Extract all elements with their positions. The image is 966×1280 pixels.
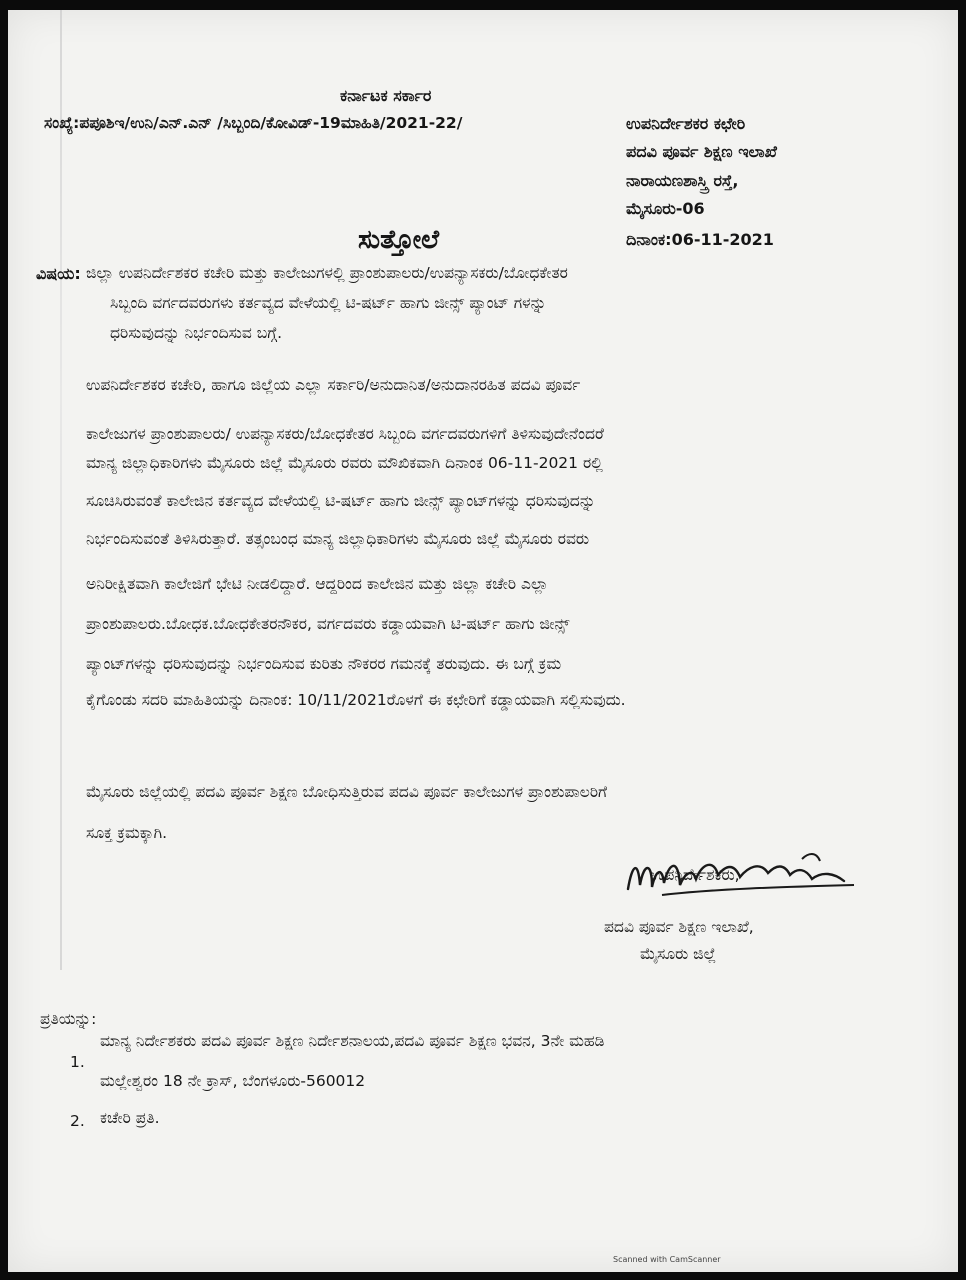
body-line: ಪ್ಯಾಂಟ್‌ಗಳನ್ನು ಧರಿಸುವುದನ್ನು ನಿರ್ಭಂದಿಸುವ ಕುರಿತು ನೌಕರರ ಗಮನಕ್ಕೆ ತರುವುದು. ಈ ಬಗ್ಗೆ ಕ್ರಮ xyxy=(86,655,562,673)
subject-line: ಧರಿಸುವುದನ್ನು ನಿರ್ಭಂದಿಸುವ ಬಗ್ಗೆ. xyxy=(110,324,283,342)
addressee-line: ಮೈಸೂರು ಜಿಲ್ಲೆಯಲ್ಲಿ ಪದವಿ ಪೂರ್ವ ಶಿಕ್ಷಣ ಬೋಧಿಸುತ್ತಿರುವ ಪದವಿ ಪೂರ್ವ ಕಾಲೇಜುಗಳ ಪ್ರಾಂಶುಪಾಲರಿಗೆ xyxy=(86,783,608,801)
body-line: ಮಾನ್ಯ ಜಿಲ್ಲಾಧಿಕಾರಿಗಳು ಮೈಸೂರು ಜಿಲ್ಲೆ ಮೈಸೂರು ರವರು ಮೌಖಿಕವಾಗಿ ದಿನಾಂಕ 06-11-2021 ರಲ್ಲಿ xyxy=(86,454,603,472)
copy-item-number: 2. xyxy=(70,1112,85,1130)
paper-fold-line xyxy=(60,10,62,970)
body-line: ಅನಿರೀಕ್ಷಿತವಾಗಿ ಕಾಲೇಜಿಗೆ ಭೇಟಿ ನೀಡಲಿದ್ದಾರೆ. ಆದ್ದರಿಂದ ಕಾಲೇಜಿನ ಮತ್ತು ಜಿಲ್ಲಾ ಕಚೇರಿ ಎಲ್ಲಾ xyxy=(86,575,549,593)
body-line: ಪ್ರಾಂಶುಪಾಲರು.ಬೋಧಕ.ಬೋಧಕೇತರನೌಕರ, ವರ್ಗದವರು ಕಡ್ಡಾಯವಾಗಿ ಟಿ-ಷರ್ಟ್ ಹಾಗು ಜೀನ್ಸ್ xyxy=(86,615,570,633)
circular-title: ಸುತ್ತೋಲೆ xyxy=(358,225,440,255)
subject-label: ವಿಷಯ: xyxy=(36,264,81,283)
office-line-3: ನಾರಾಯಣಶಾಸ್ತ್ರಿ ರಸ್ತೆ, xyxy=(626,171,739,190)
signatory-department: ಪದವಿ ಪೂರ್ವ ಶಿಕ್ಷಣ ಇಲಾಖೆ, xyxy=(604,918,754,936)
copy-item-line: ಕಚೇರಿ ಪ್ರತಿ. xyxy=(100,1109,160,1127)
subject-line: ಜಿಲ್ಲಾ ಉಪನಿರ್ದೇಶಕರ ಕಚೇರಿ ಮತ್ತು ಕಾಲೇಜುಗಳಲ್ಲಿ ಪ್ರಾಂಶುಪಾಲರು/ಉಪನ್ಯಾಸಕರು/ಬೋಧಕೇತರ xyxy=(86,264,568,282)
signatory-designation: ಉಪನಿರ್ದೇಶಕರು, xyxy=(650,866,740,884)
body-line: ಸೂಚಿಸಿರುವಂತೆ ಕಾಲೇಜಿನ ಕರ್ತವ್ಯದ ವೇಳೆಯಲ್ಲಿ ಟಿ-ಷರ್ಟ್ ಹಾಗು ಜೀನ್ಸ್ ಪ್ಯಾಂಟ್‌ಗಳನ್ನು ಧರಿಸುವುದನ್ನು xyxy=(86,492,596,510)
office-line-2: ಪದವಿ ಪೂರ್ವ ಶಿಕ್ಷಣ ಇಲಾಖೆ xyxy=(626,142,777,161)
subject-line: ಸಿಬ್ಬಂದಿ ವರ್ಗದವರುಗಳು ಕರ್ತವ್ಯದ ವೇಳೆಯಲ್ಲಿ ಟಿ-ಷರ್ಟ್ ಹಾಗು ಜೀನ್ಸ್ ಪ್ಯಾಂಟ್ ಗಳನ್ನು xyxy=(110,294,547,312)
body-line: ಕಾಲೇಜುಗಳ ಪ್ರಾಂಶುಪಾಲರು/ ಉಪನ್ಯಾಸಕರು/ಬೋಧಕೇತರ ಸಿಬ್ಬಂದಿ ವರ್ಗದವರುಗಳಿಗೆ ತಿಳಿಸುವುದೇನೆಂದರೆ xyxy=(86,425,604,443)
circular-date: ದಿನಾಂಕ:06-11-2021 xyxy=(626,230,774,249)
office-line-4: ಮೈಸೂರು-06 xyxy=(626,199,705,218)
government-heading: ಕರ್ನಾಟಕ ಸರ್ಕಾರ xyxy=(340,86,432,105)
addressee-line: ಸೂಕ್ತ ಕ್ರಮಕ್ಕಾಗಿ. xyxy=(86,824,168,842)
office-line-1: ಉಪನಿರ್ದೇಶಕರ ಕಛೇರಿ xyxy=(626,114,746,133)
copy-item-line: ಮಾನ್ಯ ನಿರ್ದೇಶಕರು ಪದವಿ ಪೂರ್ವ ಶಿಕ್ಷಣ ನಿರ್ದೇಶನಾಲಯ,ಪದವಿ ಪೂರ್ವ ಶಿಕ್ಷಣ ಭವನ, 3ನೇ ಮಹಡಿ xyxy=(100,1032,605,1050)
copies-label: ಪ್ರತಿಯನ್ನು: xyxy=(40,1010,97,1028)
signatory-district: ಮೈಸೂರು ಜಿಲ್ಲೆ xyxy=(640,945,717,963)
body-line: ಕೈಗೊಂಡು ಸದರಿ ಮಾಹಿತಿಯನ್ನು ದಿನಾಂಕ: 10/11/2021ರೊಳಗೆ ಈ ಕಛೇರಿಗೆ ಕಡ್ಡಾಯವಾಗಿ ಸಲ್ಲಿಸುವುದು. xyxy=(86,691,626,709)
body-line: ಉಪನಿರ್ದೇಶಕರ ಕಚೇರಿ, ಹಾಗೂ ಜಿಲ್ಲೆಯ ಎಲ್ಲಾ ಸರ್ಕಾರಿ/ಅನುದಾನಿತ/ಅನುದಾನರಹಿತ ಪದವಿ ಪೂರ್ವ xyxy=(86,376,581,394)
body-line: ನಿರ್ಭಂದಿಸುವಂತೆ ತಿಳಿಸಿರುತ್ತಾರೆ. ತತ್ಸಂಬಂಧ ಮಾನ್ಯ ಜಿಲ್ಲಾಧಿಕಾರಿಗಳು ಮೈಸೂರು ಜಿಲ್ಲೆ ಮೈಸೂರು ರವರು xyxy=(86,530,590,548)
scanner-watermark: Scanned with CamScanner xyxy=(613,1255,721,1264)
copy-item-number: 1. xyxy=(70,1053,85,1071)
copy-item-line: ಮಲ್ಲೇಶ್ವರಂ 18 ನೇ ಕ್ರಾಸ್, ಬೆಂಗಳೂರು-560012 xyxy=(100,1072,366,1090)
reference-number: ಸಂಖ್ಯೆ:ಪಪೂಶಿಇ/ಉನಿ/ಎನ್.ಎನ್ /ಸಿಬ್ಬಂದಿ/ಕೋವಿಡ್-19ಮಾಹಿತಿ/2021-22/ xyxy=(44,114,463,132)
